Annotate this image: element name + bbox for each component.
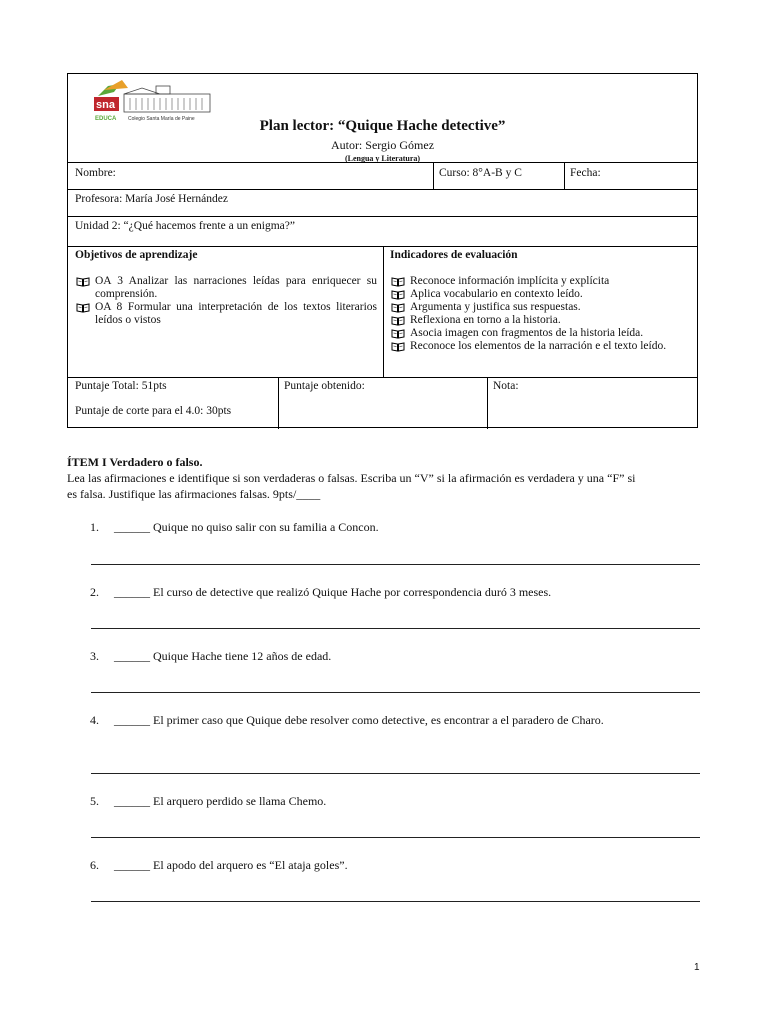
book-icon bbox=[391, 341, 405, 352]
row-divider bbox=[68, 162, 697, 163]
total-score: Puntaje Total: 51pts bbox=[75, 380, 167, 392]
item-title: ÍTEM I Verdadero o falso. bbox=[67, 455, 203, 469]
list-item bbox=[388, 275, 691, 288]
answer-line[interactable] bbox=[91, 901, 700, 902]
column-divider bbox=[278, 377, 279, 429]
cutoff-score: Puntaje de corte para el 4.0: 30pts bbox=[75, 405, 232, 417]
question-text: ______ Quique Hache tiene 12 años de edad. bbox=[114, 649, 332, 663]
column-divider bbox=[383, 246, 384, 377]
indicator-text: Reflexiona en torno a la historia. bbox=[410, 314, 561, 326]
logo-brand-text: sna bbox=[96, 99, 115, 111]
question-text: ______ El curso de detective que realizó Quique Hache por correspondencia duró 3 meses. bbox=[114, 585, 552, 599]
page-number: 1 bbox=[694, 962, 700, 973]
grade-label: Nota: bbox=[493, 380, 519, 392]
question-4 bbox=[90, 712, 690, 728]
subject-line: (Lengua y Literatura) bbox=[344, 154, 421, 163]
obtained-score-label: Puntaje obtenido: bbox=[284, 380, 365, 392]
row-divider bbox=[68, 377, 697, 378]
item-instructions: Lea las afirmaciones e identifique si son verdaderas o falsas. Escriba un “V” si la afirmación es verdadera y una “F” si es falsa. Justifique las afirmaciones falsas. 9pts/____ bbox=[67, 471, 636, 501]
question-number: 6. bbox=[90, 858, 99, 872]
answer-line[interactable] bbox=[91, 773, 700, 774]
objective-text: OA 8 Formular una interpretación de los textos literarios leídos o vistos bbox=[95, 301, 377, 326]
book-icon bbox=[391, 276, 405, 287]
indicator-text: Aplica vocabulario en contexto leído. bbox=[410, 288, 583, 300]
question-number: 4. bbox=[90, 713, 99, 727]
indicators-list bbox=[388, 275, 691, 353]
list-item bbox=[388, 314, 691, 327]
answer-line[interactable] bbox=[91, 692, 700, 693]
logo-brand-sub: EDUCA bbox=[95, 116, 117, 122]
logo-school-name: Colegio Santa María de Paine bbox=[128, 116, 195, 122]
indicators-heading: Indicadores de evaluación bbox=[390, 249, 518, 261]
column-divider bbox=[487, 377, 488, 429]
row-divider bbox=[68, 189, 697, 190]
objective-text: OA 3 Analizar las narraciones leídas para enriquecer su comprensión. bbox=[95, 275, 377, 300]
question-2 bbox=[90, 584, 690, 600]
indicator-text: Reconoce información implícita y explícita bbox=[410, 275, 610, 287]
book-icon bbox=[391, 315, 405, 326]
book-icon bbox=[76, 302, 90, 313]
question-number: 2. bbox=[90, 585, 99, 599]
question-1 bbox=[90, 519, 690, 535]
question-text: ______ El apodo del arquero es “El ataja goles”. bbox=[114, 858, 348, 872]
list-item bbox=[388, 340, 691, 353]
objectives-heading: Objetivos de aprendizaje bbox=[75, 249, 198, 261]
list-item bbox=[388, 288, 691, 301]
indicator-text: Asocia imagen con fragmentos de la historia leída. bbox=[410, 327, 644, 339]
header-table bbox=[67, 73, 698, 428]
indicator-text: Reconoce los elementos de la narración e el texto leído. bbox=[410, 340, 667, 352]
question-3 bbox=[90, 648, 690, 664]
question-text: ______ El arquero perdido se llama Chemo. bbox=[114, 794, 327, 808]
objectives-list bbox=[73, 275, 377, 327]
list-item bbox=[73, 301, 377, 327]
row-divider bbox=[68, 216, 697, 217]
book-icon bbox=[391, 289, 405, 300]
date-field-label: Fecha: bbox=[570, 167, 601, 179]
indicator-text: Argumenta y justifica sus respuestas. bbox=[410, 301, 581, 313]
document-title: Plan lector: “Quique Hache detective” bbox=[259, 118, 506, 134]
list-item bbox=[388, 301, 691, 314]
question-number: 5. bbox=[90, 794, 99, 808]
name-field-label: Nombre: bbox=[75, 167, 116, 179]
column-divider bbox=[564, 162, 565, 189]
question-6 bbox=[90, 857, 690, 873]
question-5 bbox=[90, 793, 690, 809]
list-item bbox=[388, 327, 691, 340]
question-number: 3. bbox=[90, 649, 99, 663]
author-line: Autor: Sergio Gómez bbox=[330, 138, 435, 152]
column-divider bbox=[433, 162, 434, 189]
book-icon bbox=[391, 302, 405, 313]
answer-line[interactable] bbox=[91, 837, 700, 838]
question-text: ______ Quique no quiso salir con su familia a Concon. bbox=[114, 520, 379, 534]
teacher-line: Profesora: María José Hernández bbox=[75, 193, 228, 205]
answer-line[interactable] bbox=[91, 628, 700, 629]
answer-line[interactable] bbox=[91, 564, 700, 565]
unit-line: Unidad 2: “¿Qué hacemos frente a un enigma?” bbox=[75, 220, 295, 232]
book-icon bbox=[76, 276, 90, 287]
question-number: 1. bbox=[90, 520, 99, 534]
course-label: Curso: 8°A-B y C bbox=[439, 167, 522, 179]
list-item bbox=[73, 275, 377, 301]
question-text: ______ El primer caso que Quique debe resolver como detective, es encontrar a el paradero de Charo. bbox=[114, 713, 604, 727]
book-icon bbox=[391, 328, 405, 339]
